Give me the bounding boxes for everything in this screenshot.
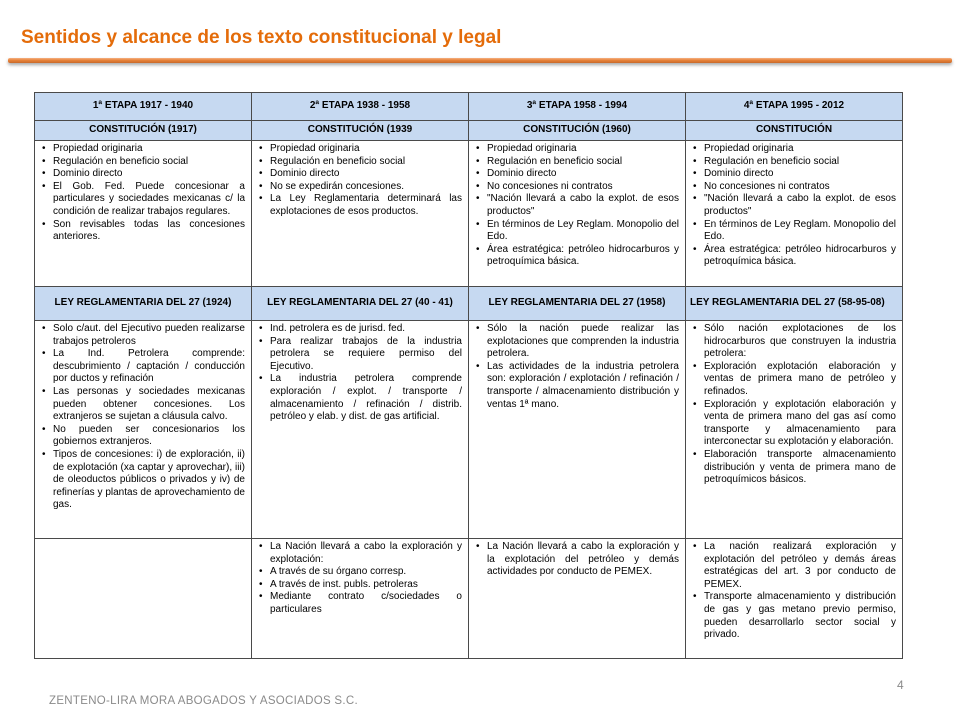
bullet-item: • Dominio directo xyxy=(475,168,679,181)
content-cell xyxy=(686,539,903,659)
constitution-header-row xyxy=(35,121,903,141)
bullet-list xyxy=(475,541,679,579)
content-cell xyxy=(469,539,686,659)
bullet-item: • Elaboración transporte almacenamiento distribución y venta de primera mano de petroquímicos básicos. xyxy=(692,449,896,487)
stage-header-cell: 3ª ETAPA 1958 - 1994 xyxy=(469,93,686,121)
law-header-cell: LEY REGLAMENTARIA DEL 27 (1958) xyxy=(469,287,686,321)
bullet-list xyxy=(41,143,245,244)
bullet-item: • Para realizar trabajos de la industria petrolera se requiere permiso del Ejecutivo. xyxy=(258,336,462,374)
stage-header-row xyxy=(35,93,903,121)
bullet-item: • "Nación llevará a cabo la explot. de esos productos" xyxy=(475,193,679,218)
bullet-item: • Sólo la nación puede realizar las explotaciones que comprenden la industria petrolera. xyxy=(475,323,679,361)
constitution-content-row xyxy=(35,141,903,287)
stages-table xyxy=(34,92,903,659)
bullet-list xyxy=(41,323,245,512)
bullet-item: • El Gob. Fed. Puede concesionar a particulares y sociedades mexicanas c/ la condición de realizar trabajos regulares. xyxy=(41,181,245,219)
bullet-item: • La nación realizará exploración y explotación del petróleo y demás áreas estratégicas del art. 3 por conducto de PEMEX. xyxy=(692,541,896,591)
bullet-item: • Área estratégica: petróleo hidrocarburos y petroquímica básica. xyxy=(692,244,896,269)
law-header-cell: LEY REGLAMENTARIA DEL 27 (40 - 41) xyxy=(252,287,469,321)
content-cell xyxy=(35,141,252,287)
content-cell xyxy=(252,141,469,287)
bullet-item: • No se expedirán concesiones. xyxy=(258,181,462,194)
bullet-item: • Exploración y explotación elaboración y venta de primera mano del gas así como transporte y almacenamiento para interconectar su explotación y elaboración. xyxy=(692,399,896,449)
content-cell xyxy=(252,321,469,539)
bullet-item: • Solo c/aut. del Ejecutivo pueden realizarse trabajos petroleros xyxy=(41,323,245,348)
content-cell xyxy=(35,539,252,659)
bullet-item: • La Nación llevará a cabo la exploración y explotación: xyxy=(258,541,462,566)
bullet-list xyxy=(475,143,679,269)
bullet-item: • "Nación llevará a cabo la explot. de esos productos" xyxy=(692,193,896,218)
content-cell xyxy=(469,141,686,287)
bullet-item: • Regulación en beneficio social xyxy=(258,156,462,169)
bullet-item: • No concesiones ni contratos xyxy=(475,181,679,194)
bullet-item: • No pueden ser concesionarios los gobiernos extranjeros. xyxy=(41,424,245,449)
page-number: 4 xyxy=(897,678,904,692)
bullet-list xyxy=(258,323,462,424)
constitution-header-cell: CONSTITUCIÓN (1939 xyxy=(252,121,469,141)
constitution-header-cell: CONSTITUCIÓN xyxy=(686,121,903,141)
bullet-list xyxy=(692,323,896,487)
bullet-item: • Son revisables todas las concesiones anteriores. xyxy=(41,219,245,244)
bullet-list xyxy=(692,143,896,269)
title-divider xyxy=(8,58,952,63)
bullet-item: • A través de su órgano corresp. xyxy=(258,566,462,579)
law-header-cell: LEY REGLAMENTARIA DEL 27 (1924) xyxy=(35,287,252,321)
bullet-item: • Área estratégica: petróleo hidrocarburos y petroquímica básica. xyxy=(475,244,679,269)
stage-header-cell: 2ª ETAPA 1938 - 1958 xyxy=(252,93,469,121)
bullet-item: • La industria petrolera comprende exploración / explot. / transporte / almacenamiento / refinación / distrib. petróleo y elab. y dist. de gas artificial. xyxy=(258,373,462,423)
bullet-item: • Tipos de concesiones: i) de exploración, ii) de explotación (xa captar y aprovechar), iii) de oleoductos públicos o privados y iv) de refinerías y plantas de aprovechamiento de gas. xyxy=(41,449,245,512)
bullet-item: • En términos de Ley Reglam. Monopolio del Edo. xyxy=(692,219,896,244)
slide-title: Sentidos y alcance de los texto constitucional y legal xyxy=(21,27,502,48)
bullet-item: • Las actividades de la industria petrolera son: exploración / explotación / refinación / transporte / almacenamiento distribución y ventas 1ª mano. xyxy=(475,361,679,411)
bullet-item: • Dominio directo xyxy=(41,168,245,181)
bullet-item: • Regulación en beneficio social xyxy=(692,156,896,169)
bullet-item: • Ind. petrolera es de jurisd. fed. xyxy=(258,323,462,336)
bullet-item: • Propiedad originaria xyxy=(258,143,462,156)
law-header-row xyxy=(35,287,903,321)
content-cell xyxy=(252,539,469,659)
stage-header-cell: 1ª ETAPA 1917 - 1940 xyxy=(35,93,252,121)
bullet-item: • Regulación en beneficio social xyxy=(475,156,679,169)
bullet-item: • La Ley Reglamentaria determinará las explotaciones de esos productos. xyxy=(258,193,462,218)
bullet-item: • Las personas y sociedades mexicanas pueden obtener concesiones. Los extranjeros se sujetan a cláusula calvo. xyxy=(41,386,245,424)
bullet-item: • Dominio directo xyxy=(692,168,896,181)
bullet-item: • Propiedad originaria xyxy=(41,143,245,156)
bullet-item: • En términos de Ley Reglam. Monopolio del Edo. xyxy=(475,219,679,244)
bullet-item: • Mediante contrato c/sociedades o particulares xyxy=(258,591,462,616)
bullet-item: • Sólo nación explotaciones de los hidrocarburos que construyen la industria petrolera: xyxy=(692,323,896,361)
bullet-item: • La Ind. Petrolera comprende: descubrimiento / captación / conducción por ductos y refinación xyxy=(41,348,245,386)
bullet-item: • Dominio directo xyxy=(258,168,462,181)
bullet-item: • Exploración explotación elaboración y ventas de primera mano de petróleo y refinados. xyxy=(692,361,896,399)
constitution-header-cell: CONSTITUCIÓN (1960) xyxy=(469,121,686,141)
footer-company-name: ZENTENO-LIRA MORA ABOGADOS Y ASOCIADOS S.C. xyxy=(49,695,358,707)
bullet-item: • A través de inst. publs. petroleras xyxy=(258,579,462,592)
bullet-item: • Transporte almacenamiento y distribución de gas y gas metano previo permiso, pueden desarrollarlo sector social y privado. xyxy=(692,591,896,641)
extra-content-row xyxy=(35,539,903,659)
bullet-item: • Regulación en beneficio social xyxy=(41,156,245,169)
content-cell xyxy=(469,321,686,539)
bullet-item: • La Nación llevará a cabo la exploración y la explotación del petróleo y demás actividades por conducto de PEMEX. xyxy=(475,541,679,579)
bullet-item: • Propiedad originaria xyxy=(692,143,896,156)
bullet-list xyxy=(258,541,462,617)
law-content-row xyxy=(35,321,903,539)
bullet-item: • Propiedad originaria xyxy=(475,143,679,156)
bullet-list xyxy=(692,541,896,642)
content-cell xyxy=(35,321,252,539)
content-cell xyxy=(686,321,903,539)
law-header-cell: LEY REGLAMENTARIA DEL 27 (58-95-08) xyxy=(686,287,903,321)
bullet-list xyxy=(258,143,462,219)
stage-header-cell: 4ª ETAPA 1995 - 2012 xyxy=(686,93,903,121)
bullet-list xyxy=(475,323,679,411)
content-cell xyxy=(686,141,903,287)
constitution-header-cell: CONSTITUCIÓN (1917) xyxy=(35,121,252,141)
bullet-item: • No concesiones ni contratos xyxy=(692,181,896,194)
